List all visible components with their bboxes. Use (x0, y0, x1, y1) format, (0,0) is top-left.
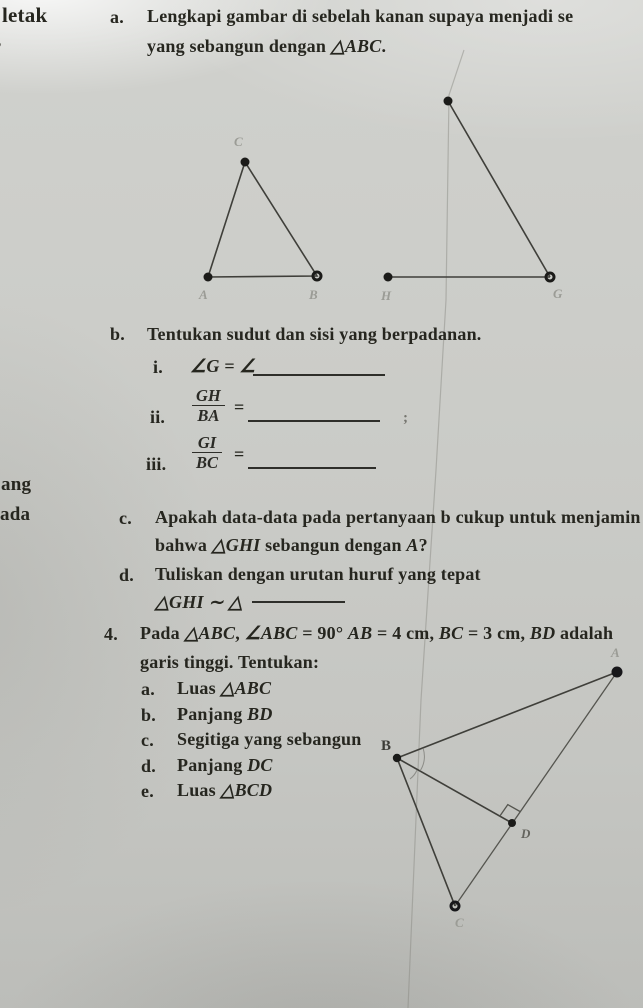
figure2-incomplete-triangle-ghi (384, 97, 555, 282)
q3b-label: b. (110, 324, 125, 344)
fig3-label-d: D (521, 826, 531, 841)
q4-item-a-label: a. (141, 679, 155, 699)
q3a-line2: yang sebangun dengan △ABC. (147, 36, 387, 56)
margin-tick (0, 34, 2, 50)
q3b-iii-label: iii. (146, 454, 167, 474)
q3a-line1: Lengkapi gambar di sebelah kanan supaya menjadi se (147, 6, 574, 26)
fig3-label-b: B (381, 738, 392, 754)
q4-item-e-label: e. (141, 781, 154, 801)
q3b-iii-numerator: GI (197, 433, 217, 452)
q3b-ii-fraction (192, 387, 225, 425)
right-angle-mark (500, 805, 520, 817)
figure1-triangle-abc (204, 158, 322, 282)
q3b-ii-denominator: BA (192, 405, 225, 424)
fig2-label-h: H (381, 288, 392, 303)
q4-line1: Pada △ABC, ∠ABC = 90° AB = 4 cm, BC = 3 cm, BD adalah (140, 623, 614, 643)
q3b-ii-equals: = (234, 397, 245, 417)
q4-item-e-text: Luas △BCD (177, 780, 273, 800)
q4-item-b-label: b. (141, 705, 156, 725)
q4-item-d-text: Panjang DC (177, 755, 273, 775)
q3c-line1: Apakah data-data pada pertanyaan b cukup untuk menjamin (155, 507, 641, 527)
figure3-triangle-abcd (393, 667, 623, 911)
q3b-ii-label: ii. (150, 407, 166, 427)
q4-item-a-text: Luas △ABC (177, 678, 272, 698)
q3d-answer-blank (252, 587, 345, 603)
stray-mark: ; (403, 410, 409, 426)
fig1-label-c: C (234, 134, 243, 149)
q3b-iii-answer-blank (248, 453, 376, 469)
q3b-i-label: i. (153, 357, 163, 377)
fig1-label-a: A (199, 287, 208, 302)
margin-fragment-ada: ada (0, 504, 31, 525)
angle-arc-1 (420, 748, 424, 771)
margin-fragment-letak: letak (2, 3, 48, 27)
q3b-ii-answer-blank (248, 406, 380, 422)
q3b-iii-fraction (192, 434, 222, 472)
q3b-iii-denominator: BC (192, 452, 222, 471)
fig3-label-a: A (611, 645, 620, 660)
q3a-label: a. (110, 7, 124, 27)
angle-arc-2 (410, 770, 417, 779)
q3d-line2: △GHI ∼ △ (155, 592, 243, 612)
q4-item-d-label: d. (141, 756, 156, 776)
q4-item-c-text: Segitiga yang sebangun (177, 729, 362, 749)
margin-fragment-ang: ang (1, 474, 32, 495)
q4-item-b-text: Panjang BD (177, 704, 273, 724)
fig1-label-b: B (309, 287, 318, 302)
paper-fold-line (408, 50, 464, 1008)
q3d-label: d. (119, 565, 134, 585)
q4-item-c-label: c. (141, 730, 154, 750)
fig3-label-c: C (455, 915, 464, 930)
q3c-label: c. (119, 508, 132, 528)
q3d-line1: Tuliskan dengan urutan huruf yang tepat (155, 564, 481, 584)
q3b-i-answer-blank (253, 360, 385, 376)
q4-number: 4. (104, 624, 118, 644)
q3c-line2: bahwa △GHI sebangun dengan A? (155, 535, 428, 555)
q3b-ii-numerator: GH (196, 386, 221, 405)
q3b-title: Tentukan sudut dan sisi yang berpadanan. (147, 324, 482, 344)
q4-line2: garis tinggi. Tentukan: (140, 652, 320, 672)
q3b-iii-equals: = (234, 444, 245, 464)
q3b-i-expr: ∠G = ∠ (190, 356, 256, 376)
fig2-label-g: G (553, 286, 563, 301)
